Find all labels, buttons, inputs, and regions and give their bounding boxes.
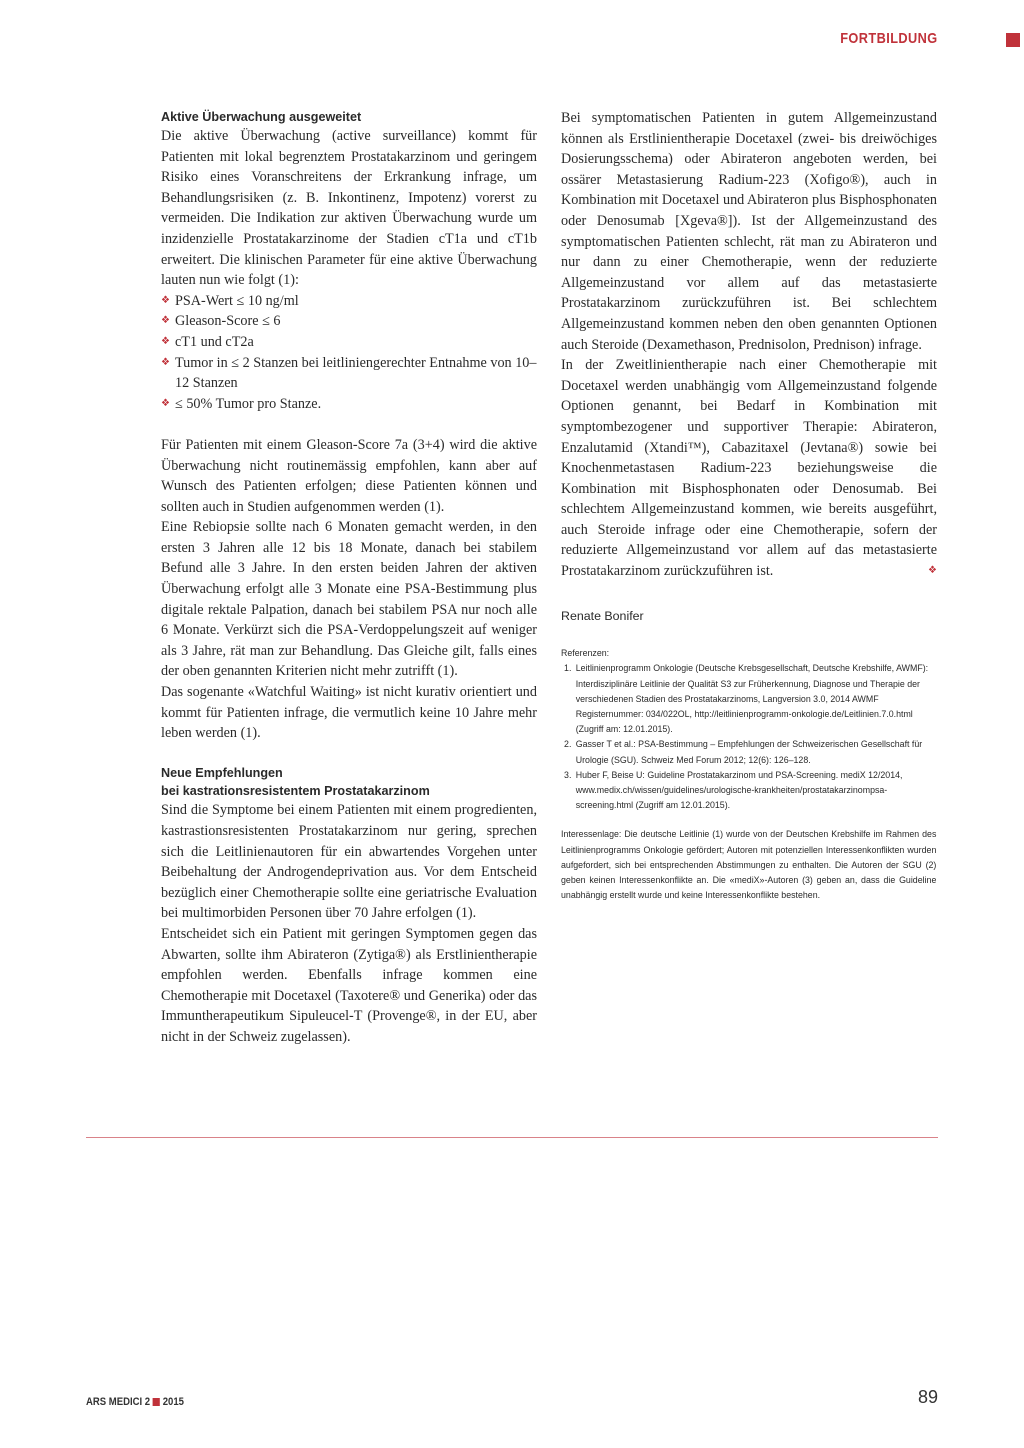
paragraph: Entscheidet sich ein Patient mit geringen Symptomen gegen das Abwarten, sollte ihm Abirateron (Zytiga®) als Erstlinientherapie empfohlen werden. Ebenfalls infrage kommen eine Chemotherapie mit Docetaxel (Taxotere® und Generika) oder das Immuntherapeutikum Sipuleucel-T (Provenge®, in der EU, aber nicht in der Schweiz zugelassen). bbox=[161, 925, 537, 1045]
reference-item: 3. Huber F, Beise U: Guideline Prostatakarzinom und PSA-Screening. mediX 12/2014, www.medix.ch/wissen/guidelines/urologische-krankheiten/prostatakarzinompsa-screening.html (Zugriff am 12.01.2015). bbox=[574, 768, 936, 814]
paragraph: Bei symptomatischen Patienten in gutem Allgemeinzustand können als Erstlinientherapie Docetaxel (zwei- bis dreiwöchiges Dosierungsschema) oder Abirateron angeboten werden, bei ossärer Metastasierung Radium-223 (Xofigo®), auch in Kombination mit Docetaxel und Abirateron plus Bisphosphonaten oder Denosumab [Xgeva®]). Ist der Allgemeinzustand des symptomatischen Patienten schlecht, rät man zu Abirateron und nur dann zu einer Chemotherapie, wenn der reduzierte Allgemeinzustand vor allem auf das metastasierte Prostatakarzinom zurückzuführen ist. Bei schlechtem Allgemeinzustand kommen neben den oben genannten Optionen auch Steroide (Dexamethason, Prednisolon, Prednison) infrage. bbox=[561, 110, 937, 353]
paragraph-text: In der Zweitlinientherapie nach einer Chemotherapie mit Docetaxel werden unabhängig vom Allgemeinzustand folgende Optionen genannt, bei Bedarf in Kombination mit symptombezogener und supportiver Therapie: Abirateron, Enzalutamid (Xtandi™), Cabazitaxel (Jevtana®) sowie bei Knochenmetastasen Radium-223 beziehungsweise die Kombination mit Bisphosphonaten oder Denosumab. Bei schlechtem Allgemeinzustand kommen, wie bereits ausgeführt, auch Steroide infrage oder eine Chemotherapie, sofern der reduzierte Allgemeinzustand vor allem auf das metastasierte Prostatakarzinom zurückzuführen ist. bbox=[561, 357, 937, 580]
right-column bbox=[561, 108, 937, 904]
references-section bbox=[561, 646, 936, 903]
journal-year: 2015 bbox=[162, 1396, 184, 1408]
paragraph: Das sogenante «Watchful Waiting» ist nicht kurativ orientiert und kommt für Patienten infrage, die vermutlich keine 10 Jahre mehr leben werden (1). bbox=[161, 684, 537, 742]
heading-new-recommendations: Neue Empfehlungen bbox=[161, 766, 283, 781]
criteria-list bbox=[161, 291, 537, 415]
paragraph: Sind die Symptome bei einem Patienten mit einem progredienten, kastrastionsresistenten Prostatakarzinom nur gering, sprechen sich die Leitlinienautoren für ein abwartendes Vorgehen unter Beibehaltung der Androgendeprivation aus. Vor dem Entscheid bezüglich einer Chemotherapie sollte eine geriatrische Evaluation bei multimorbiden Personen über 70 Jahre erfolgen (1). bbox=[161, 802, 537, 922]
reference-item: 1. Leitlinienprogramm Onkologie (Deutsche Krebsgesellschaft, Deutsche Krebshilfe, AWMF): Interdisziplinäre Leitlinie der Qualität S3 zur Früherkennung, Diagnose und Therapie der verschiedenen Stadien des Prostatakarzinoms, Langversion 3.0, 2014 AWMF Registernummer: 034/022OL, http://leitlinienprogramm-onkologie.de/Leitlinien.7.0.html (Zugriff am: 12.01.2015). bbox=[574, 661, 936, 737]
references-list bbox=[561, 661, 936, 813]
journal-name: ARS MEDICI 2 bbox=[86, 1396, 151, 1408]
heading-active-surveillance: Aktive Überwachung ausgeweitet bbox=[161, 110, 362, 124]
paragraph: Die aktive Überwachung (active surveillance) kommt für Patienten mit lokal begrenztem Prostatakarzinom und geringem Risiko eines Voranschreitens der Erkrankung infrage, um Behandlungsrisiken (z. B. Inkontinenz, Impotenz) vorerst zu vermeiden. Die Indikation zur aktiven Überwachung wurde um inzidenzielle Prostatakarzinome der Stadien cT1a und cT1b erweitert. Die klinischen Parameter für eine aktive Überwachung lauten nun wie folgt (1): bbox=[161, 128, 537, 289]
list-item: ❖ ≤ 50% Tumor pro Stanze. bbox=[161, 394, 537, 415]
list-item: ❖ PSA-Wert ≤ 10 ng/ml bbox=[161, 291, 537, 312]
conflict-of-interest-note: Interessenlage: Die deutsche Leitlinie (1) wurde von der Deutschen Krebshilfe im Rahmen des Leitlinienprogramms Onkologie gefördert; Autoren mit potenziellen Interessenkonflikten wurden aufgefordert, sich bei entsprechenden Abstimmungen zu enthalten. Die Autoren der SGU (2) geben keinen Interessenkonflikte an. Die «mediX»-Autoren (3) geben an, dass die Guideline unabhängig erstellt wurde und keine Interessenkonflikte bestehen. bbox=[561, 829, 937, 902]
paragraph-with-end-mark bbox=[561, 355, 937, 582]
author-name: Renate Bonifer bbox=[561, 608, 644, 623]
footer-divider bbox=[86, 1137, 938, 1138]
list-item: ❖ cT1 und cT2a bbox=[161, 332, 537, 353]
footer-journal-info bbox=[86, 1396, 184, 1408]
heading-new-recommendations-sub: bei kastrationsresistentem Prostatakarzinom bbox=[161, 784, 430, 799]
reference-item: 2. Gasser T et al.: PSA-Bestimmung – Empfehlungen der Schweizerischen Gesellschaft für Urologie (SGU). Schweiz Med Forum 2012; 12(6): 126–128. bbox=[574, 737, 936, 767]
paragraph: Eine Rebiopsie sollte nach 6 Monaten gemacht werden, in den ersten 3 Jahren alle 12 bis 18 Monate, danach bei stabilem Befund alle 3 Jahre. In den ersten beiden Jahren der aktiven Überwachung erfolgt alle 3 Monate eine PSA-Bestimmung plus digitale rektale Palpation, danach bei stabilem PSA nur noch alle 6 Monate. Verkürzt sich die PSA-Verdoppelungszeit auf weniger als 3 Jahre, rät man zur Behandlung. Das Gleiche gilt, falls eines der oben genannten Kriterien nicht mehr zutrifft (1). bbox=[161, 519, 537, 680]
paragraph: Für Patienten mit einem Gleason-Score 7a (3+4) wird die aktive Überwachung nicht routinemässig empfohlen, kann aber auf Wunsch des Patienten erfolgen; diese Patienten können und sollten auch in Studien aufgenommen werden (1). bbox=[161, 436, 537, 515]
left-column bbox=[161, 108, 537, 1048]
end-of-article-icon: ❖ bbox=[928, 565, 937, 577]
page-number: 89 bbox=[917, 1387, 938, 1407]
section-header-label: FORTBILDUNG bbox=[840, 30, 938, 47]
section-header-square bbox=[1006, 33, 1020, 47]
references-title: Referenzen: bbox=[561, 648, 610, 660]
list-item: ❖ Tumor in ≤ 2 Stanzen bei leitliniengerechter Entnahme von 10–12 Stanzen bbox=[161, 353, 537, 394]
list-item: ❖ Gleason-Score ≤ 6 bbox=[161, 311, 537, 332]
footer-square-icon bbox=[153, 1398, 160, 1406]
